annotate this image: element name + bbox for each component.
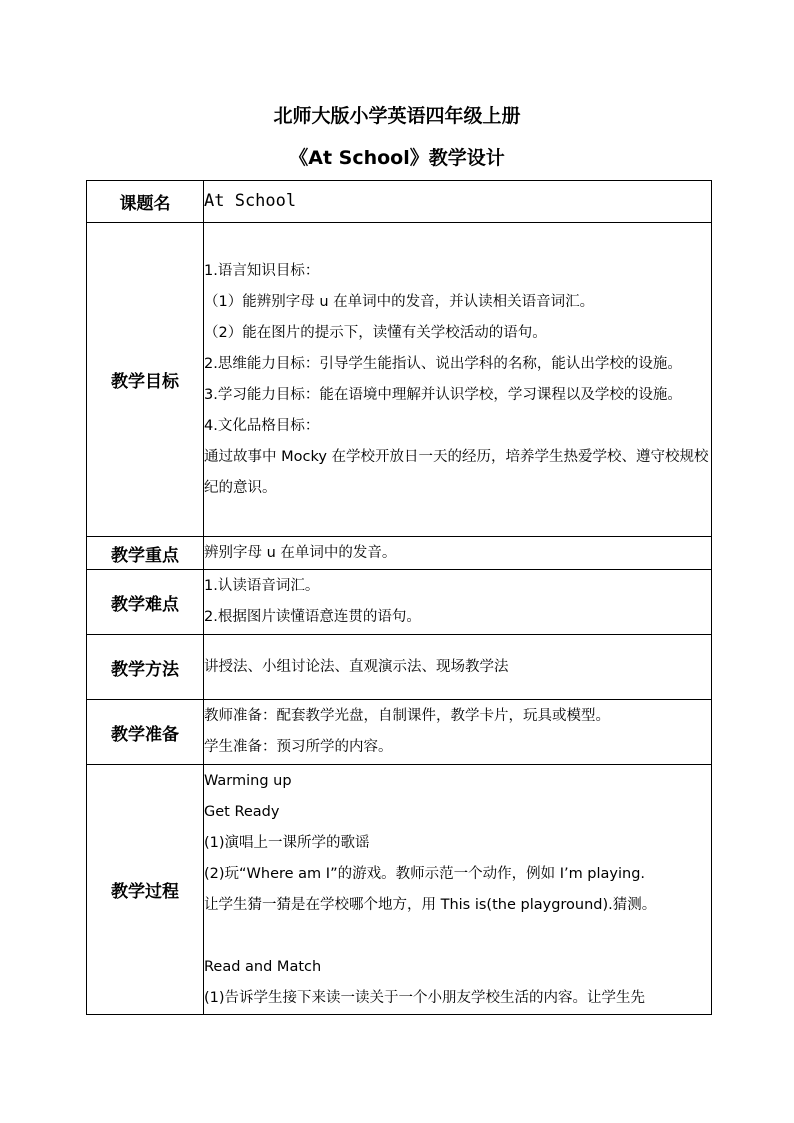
table-row-difficulties [87, 570, 712, 635]
difficulties-label: 教学难点 [87, 570, 204, 635]
table-row-preparation [87, 700, 712, 765]
table-row-process [87, 765, 712, 1015]
process-line: (2)玩“Where am I”的游戏。教师示范一个动作，例如 I’m playing. [204, 865, 646, 882]
table-row-topic [87, 181, 712, 223]
objectives-line: 1.语言知识目标： [204, 262, 320, 279]
difficulties-line: 1.认读语音词汇。 [204, 578, 320, 594]
process-blank-line [204, 921, 711, 952]
preparation-line: 学生准备：预习所学的内容。 [204, 739, 393, 755]
objectives-line: （1）能辨别字母 u 在单词中的发音，并认读相关语音词汇。 [204, 293, 595, 310]
document-subtitle: 《At School》教学设计 [289, 147, 505, 169]
objectives-line: 2.思维能力目标：引导学生能指认、说出学科的名称，能认出学校的设施。 [204, 355, 682, 372]
table-row-objectives [87, 223, 712, 537]
objectives-line: 3.学习能力目标：能在语境中理解并认识学校，学习课程以及学校的设施。 [204, 386, 682, 403]
key-points-label: 教学重点 [87, 537, 204, 570]
difficulties-line: 2.根据图片读懂语意连贯的语句。 [204, 609, 421, 625]
preparation-content [204, 700, 712, 765]
table-row-methods [87, 635, 712, 700]
document-title: 北师大版小学英语四年级上册 [273, 105, 521, 127]
objectives-content [204, 223, 712, 537]
objectives-line: 通过故事中 Mocky 在学校开放日一天的经历，培养学生热爱学校、遵守校规校纪的意识。 [204, 448, 709, 496]
table-row-key-points [87, 537, 712, 570]
objectives-line: （2）能在图片的提示下，读懂有关学校活动的语句。 [204, 324, 547, 341]
process-line: 让学生猜一猜是在学校哪个地方，用 This is(the playground).猜测。 [204, 896, 657, 913]
process-line: (1)告诉学生接下来读一读关于一个小朋友学校生活的内容。让学生先 [204, 989, 646, 1006]
process-line: Warming up [204, 772, 292, 789]
topic-label: 课题名 [87, 181, 204, 223]
preparation-label: 教学准备 [87, 700, 204, 765]
objectives-line: 4.文化品格目标： [204, 417, 320, 434]
topic-value: At School [204, 181, 712, 223]
methods-value: 讲授法、小组讨论法、直观演示法、现场教学法 [204, 635, 712, 700]
process-label: 教学过程 [87, 765, 204, 1015]
key-points-value: 辨别字母 u 在单词中的发音。 [204, 537, 712, 570]
process-line: Read and Match [204, 958, 322, 975]
lesson-plan-table [86, 180, 712, 1015]
difficulties-content [204, 570, 712, 635]
process-content [204, 765, 712, 1015]
preparation-line: 教师准备：配套教学光盘，自制课件，教学卡片，玩具或模型。 [204, 708, 610, 724]
methods-label: 教学方法 [87, 635, 204, 700]
process-line: Get Ready [204, 803, 280, 820]
process-line: (1)演唱上一课所学的歌谣 [204, 834, 370, 851]
objectives-label: 教学目标 [87, 223, 204, 537]
